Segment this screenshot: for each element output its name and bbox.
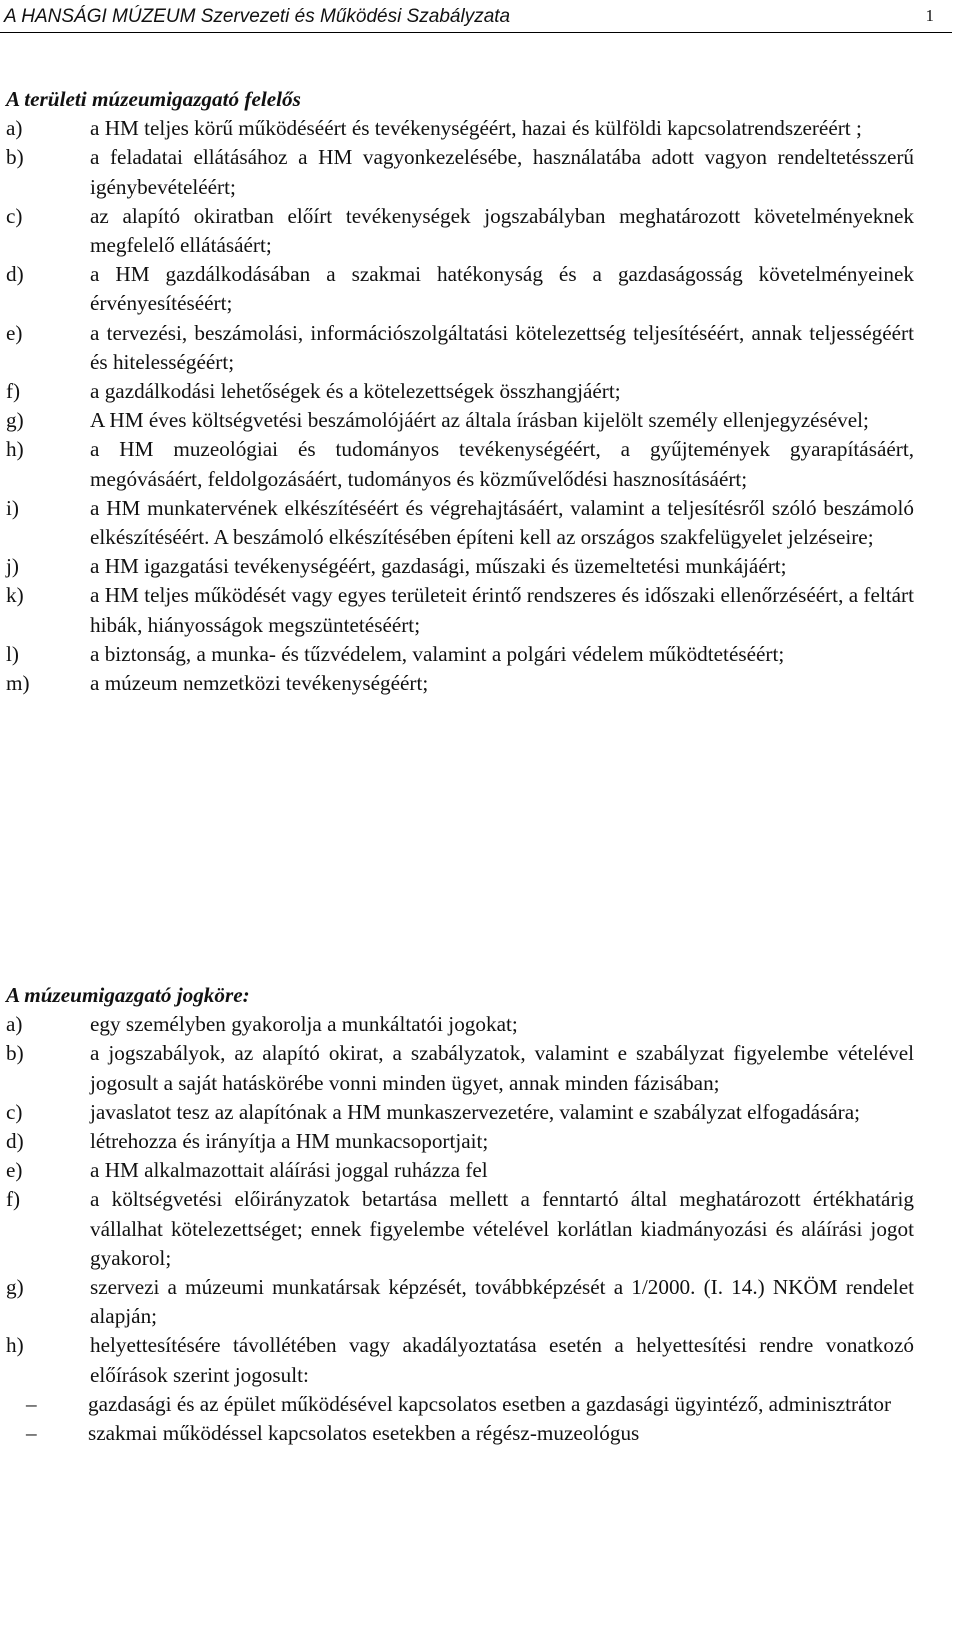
list-item-label: b): [6, 1041, 24, 1066]
list-item: [6, 202, 914, 260]
list-item-label: k): [6, 583, 24, 608]
list-item-text: létrehozza és irányítja a HM munkacsoportjait;: [90, 1129, 489, 1154]
list-item-label: l): [6, 641, 19, 666]
sub-list-item-text: gazdasági és az épület működésével kapcsolatos esetben a gazdasági ügyintéző, adminisztrátor: [88, 1391, 892, 1416]
list-item: [6, 640, 914, 669]
list-item-text: szervezi a múzeumi munkatársak képzését, továbbképzését a 1/2000. (I. 14.) NKÖM rendelet alapján;: [90, 1275, 914, 1329]
powers-list: [6, 1010, 914, 1390]
list-item-text: a gazdálkodási lehetőségek és a kötelezettségek összhangjáért;: [90, 379, 621, 404]
list-item-text: a jogszabályok, az alapító okirat, a szabályzatok, valamint e szabályzat figyelembe vételével jogosult a saját hatáskörébe vonni minden ügyet, annak minden fázisában;: [90, 1041, 914, 1095]
list-item-label: h): [6, 1333, 24, 1358]
page-number: 1: [925, 6, 934, 25]
sub-list-item: [6, 1390, 914, 1419]
list-item-label: a): [6, 116, 23, 141]
list-item-label: c): [6, 1099, 23, 1124]
sub-list-item: [6, 1419, 914, 1448]
list-item-label: c): [6, 203, 23, 228]
sub-list-item-text: szakmai működéssel kapcsolatos esetekben a régész-muzeológus: [88, 1421, 640, 1446]
list-item: [6, 1098, 914, 1127]
list-item-text: a HM igazgatási tevékenységéért, gazdasági, műszaki és üzemeltetési munkájáért;: [90, 554, 787, 579]
list-item-text: a HM teljes körű működéséért és tevékenységéért, hazai és külföldi kapcsolatrendszeréért ;: [90, 116, 862, 141]
list-item: [6, 1039, 914, 1097]
list-item-label: f): [6, 1187, 21, 1212]
list-item-label: f): [6, 379, 21, 404]
list-item-text: a HM alkalmazottait aláírási joggal ruházza fel: [90, 1158, 488, 1183]
list-item-label: m): [6, 671, 30, 696]
list-item-label: a): [6, 1012, 23, 1037]
list-item: [6, 319, 914, 377]
list-item: [6, 1156, 914, 1185]
section-powers: [6, 981, 914, 1448]
section-title: A területi múzeumigazgató felelős: [6, 87, 301, 111]
list-item-text: A HM éves költségvetési beszámolójáért az általa írásban kijelölt személy ellenjegyzésével;: [90, 408, 869, 433]
list-item: [6, 435, 914, 493]
section-title: A múzeumigazgató jogköre:: [6, 983, 250, 1007]
list-item-label: g): [6, 1275, 24, 1300]
list-item: [6, 1273, 914, 1331]
page-header: [0, 6, 952, 33]
list-item-label: i): [6, 495, 19, 520]
list-item: [6, 552, 914, 581]
list-item-label: e): [6, 320, 23, 345]
list-item-label: d): [6, 1129, 24, 1154]
list-item: [6, 669, 914, 698]
list-item: [6, 260, 914, 318]
list-item: [6, 1331, 914, 1389]
header-title: A HANSÁGI MÚZEUM Szervezeti és Működési Szabályzata: [4, 6, 511, 27]
list-item: [6, 114, 914, 143]
list-item: [6, 494, 914, 552]
responsibility-list: [6, 114, 914, 698]
list-item: [6, 377, 914, 406]
list-item: [6, 581, 914, 639]
list-item: [6, 406, 914, 435]
list-item-label: e): [6, 1158, 23, 1183]
list-item-text: a tervezési, beszámolási, információszolgáltatási kötelezettség teljesítéséért, annak teljességéért és hitelességéért;: [90, 320, 914, 374]
list-item-text: javaslatot tesz az alapítónak a HM munkaszervezetére, valamint e szabályzat elfogadására;: [90, 1099, 861, 1124]
list-item-text: a biztonság, a munka- és tűzvédelem, valamint a polgári védelem működtetéséért;: [90, 641, 785, 666]
list-item-text: helyettesítésére távollétében vagy akadályoztatása esetén a helyettesítési rendre vonatkozó előírások szerint jogosult:: [90, 1333, 914, 1387]
list-item: [6, 1185, 914, 1273]
dash-bullet: –: [26, 1421, 37, 1446]
list-item-label: d): [6, 262, 24, 287]
list-item-label: h): [6, 437, 24, 462]
section-responsibilities: [6, 85, 914, 698]
list-item: [6, 1127, 914, 1156]
substitute-list: [6, 1390, 914, 1448]
list-item-text: a HM muzeológiai és tudományos tevékenységéért, a gyűjtemények gyarapításáért, megóvásáért, feldolgozásáért, tudományos és közművelődési hasznosításáért;: [90, 437, 914, 491]
list-item-label: b): [6, 145, 24, 170]
list-item-text: a feladatai ellátásához a HM vagyonkezelésébe, használatába adott vagyon rendeltetésszerű igénybevételéért;: [90, 145, 914, 199]
list-item-text: a HM gazdálkodásában a szakmai hatékonyság és a gazdaságosság követelményeinek érvényesítéséért;: [90, 262, 914, 316]
list-item-text: a költségvetési előirányzatok betartása mellett a fenntartó által meghatározott értékhatárig vállalhat kötelezettséget; ennek figyelembe vételével korlátlan kiadmányozási és aláírási jogot gyakorol;: [90, 1187, 914, 1270]
list-item: [6, 143, 914, 201]
list-item-text: a múzeum nemzetközi tevékenységéért;: [90, 671, 429, 696]
list-item-label: g): [6, 408, 24, 433]
list-item-text: a HM munkatervének elkészítéséért és végrehajtásáért, valamint a teljesítésről szóló beszámoló elkészítéséért. A beszámoló elkészítésében építeni kell az országos szakfelügyelet jelzéseire;: [90, 495, 914, 550]
list-item-text: egy személyben gyakorolja a munkáltatói jogokat;: [90, 1012, 518, 1037]
list-item-label: j): [6, 554, 19, 579]
list-item-text: a HM teljes működését vagy egyes területeit érintő rendszeres és időszaki ellenőrzéséért, a feltárt hibák, hiányosságok megszüntetéséért;: [90, 583, 914, 637]
dash-bullet: –: [26, 1391, 37, 1416]
list-item-text: az alapító okiratban előírt tevékenységek jogszabályban meghatározott követelményeknek megfelelő ellátásáért;: [90, 203, 914, 258]
list-item: [6, 1010, 914, 1039]
